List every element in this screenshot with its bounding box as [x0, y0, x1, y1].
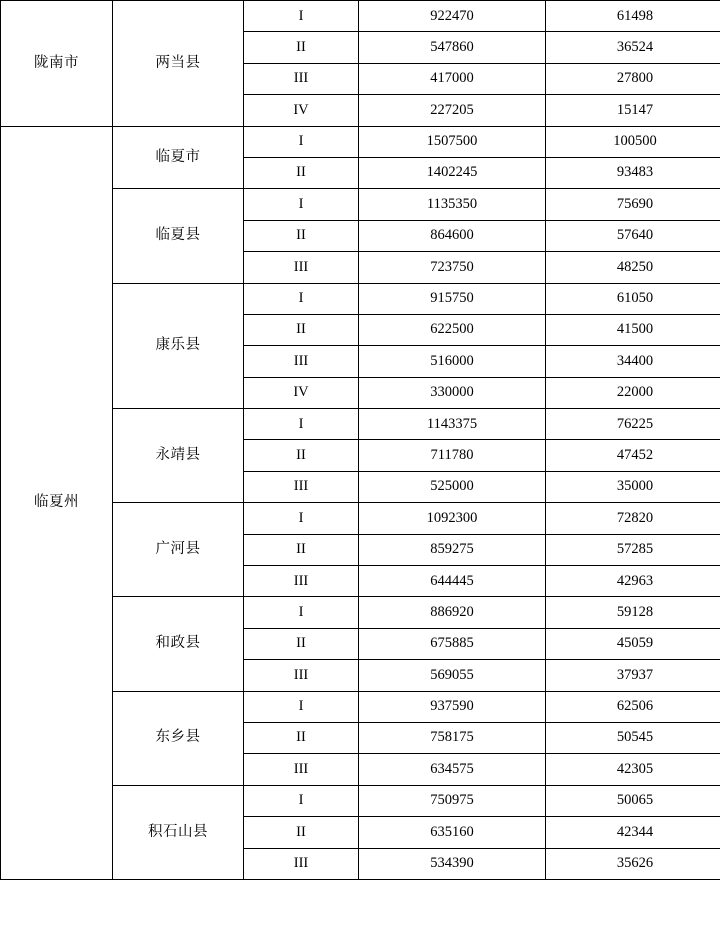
- cell-value-2: 61498: [546, 1, 720, 32]
- cell-value-2: 42963: [546, 566, 720, 597]
- cell-level: IV: [244, 95, 359, 126]
- cell-level: II: [244, 722, 359, 753]
- cell-county: 积石山县: [113, 785, 244, 879]
- cell-region: 临夏州: [1, 126, 113, 879]
- cell-value-1: 635160: [359, 817, 546, 848]
- cell-value-1: 622500: [359, 314, 546, 345]
- cell-level: II: [244, 220, 359, 251]
- cell-level: II: [244, 157, 359, 188]
- cell-value-2: 42344: [546, 817, 720, 848]
- cell-value-2: 15147: [546, 95, 720, 126]
- cell-value-1: 417000: [359, 63, 546, 94]
- cell-level: II: [244, 440, 359, 471]
- cell-value-2: 57285: [546, 534, 720, 565]
- cell-level: III: [244, 471, 359, 502]
- cell-level: III: [244, 252, 359, 283]
- cell-value-1: 634575: [359, 754, 546, 785]
- cell-value-1: 886920: [359, 597, 546, 628]
- cell-value-1: 534390: [359, 848, 546, 879]
- cell-value-1: 227205: [359, 95, 546, 126]
- cell-county: 和政县: [113, 597, 244, 691]
- cell-level: III: [244, 63, 359, 94]
- cell-value-1: 937590: [359, 691, 546, 722]
- cell-value-1: 547860: [359, 32, 546, 63]
- cell-level: I: [244, 785, 359, 816]
- cell-level: II: [244, 534, 359, 565]
- table-row: [1, 1, 720, 32]
- cell-value-2: 59128: [546, 597, 720, 628]
- cell-value-2: 27800: [546, 63, 720, 94]
- cell-level: III: [244, 754, 359, 785]
- cell-value-2: 35626: [546, 848, 720, 879]
- cell-value-2: 72820: [546, 503, 720, 534]
- cell-level: II: [244, 628, 359, 659]
- cell-value-1: 723750: [359, 252, 546, 283]
- cell-value-1: 859275: [359, 534, 546, 565]
- cell-value-2: 50545: [546, 722, 720, 753]
- cell-value-2: 76225: [546, 409, 720, 440]
- cell-county: 广河县: [113, 503, 244, 597]
- cell-value-2: 61050: [546, 283, 720, 314]
- cell-level: IV: [244, 377, 359, 408]
- cell-value-1: 525000: [359, 471, 546, 502]
- cell-value-1: 1092300: [359, 503, 546, 534]
- cell-value-2: 100500: [546, 126, 720, 157]
- cell-value-2: 36524: [546, 32, 720, 63]
- cell-value-1: 922470: [359, 1, 546, 32]
- cell-level: III: [244, 566, 359, 597]
- cell-level: I: [244, 503, 359, 534]
- cell-region: 陇南市: [1, 1, 113, 127]
- cell-county: 临夏县: [113, 189, 244, 283]
- cell-value-1: 516000: [359, 346, 546, 377]
- cell-level: II: [244, 314, 359, 345]
- cell-value-1: 864600: [359, 220, 546, 251]
- cell-level: III: [244, 346, 359, 377]
- table-row: [1, 126, 720, 157]
- cell-value-2: 62506: [546, 691, 720, 722]
- cell-level: III: [244, 848, 359, 879]
- cell-county: 两当县: [113, 1, 244, 127]
- cell-county: 康乐县: [113, 283, 244, 409]
- cell-level: I: [244, 189, 359, 220]
- cell-value-2: 22000: [546, 377, 720, 408]
- cell-value-2: 93483: [546, 157, 720, 188]
- cell-level: I: [244, 409, 359, 440]
- cell-level: II: [244, 817, 359, 848]
- cell-value-2: 57640: [546, 220, 720, 251]
- cell-value-1: 750975: [359, 785, 546, 816]
- cell-value-2: 41500: [546, 314, 720, 345]
- cell-county: 东乡县: [113, 691, 244, 785]
- cell-value-1: 1507500: [359, 126, 546, 157]
- cell-value-1: 758175: [359, 722, 546, 753]
- cell-level: I: [244, 691, 359, 722]
- table-body: [1, 1, 720, 880]
- cell-level: I: [244, 283, 359, 314]
- cell-value-2: 42305: [546, 754, 720, 785]
- cell-value-1: 569055: [359, 660, 546, 691]
- cell-county: 临夏市: [113, 126, 244, 189]
- cell-level: I: [244, 597, 359, 628]
- cell-value-1: 1402245: [359, 157, 546, 188]
- cell-value-2: 37937: [546, 660, 720, 691]
- cell-level: I: [244, 126, 359, 157]
- cell-value-1: 711780: [359, 440, 546, 471]
- cell-value-1: 330000: [359, 377, 546, 408]
- cell-value-1: 675885: [359, 628, 546, 659]
- cell-value-2: 48250: [546, 252, 720, 283]
- cell-level: II: [244, 32, 359, 63]
- cell-value-1: 1143375: [359, 409, 546, 440]
- cell-value-1: 915750: [359, 283, 546, 314]
- cell-value-2: 45059: [546, 628, 720, 659]
- cell-value-1: 1135350: [359, 189, 546, 220]
- cell-value-2: 75690: [546, 189, 720, 220]
- cell-value-2: 35000: [546, 471, 720, 502]
- cell-value-2: 34400: [546, 346, 720, 377]
- cell-level: I: [244, 1, 359, 32]
- cell-value-2: 47452: [546, 440, 720, 471]
- cell-value-1: 644445: [359, 566, 546, 597]
- cell-value-2: 50065: [546, 785, 720, 816]
- cell-level: III: [244, 660, 359, 691]
- cell-county: 永靖县: [113, 409, 244, 503]
